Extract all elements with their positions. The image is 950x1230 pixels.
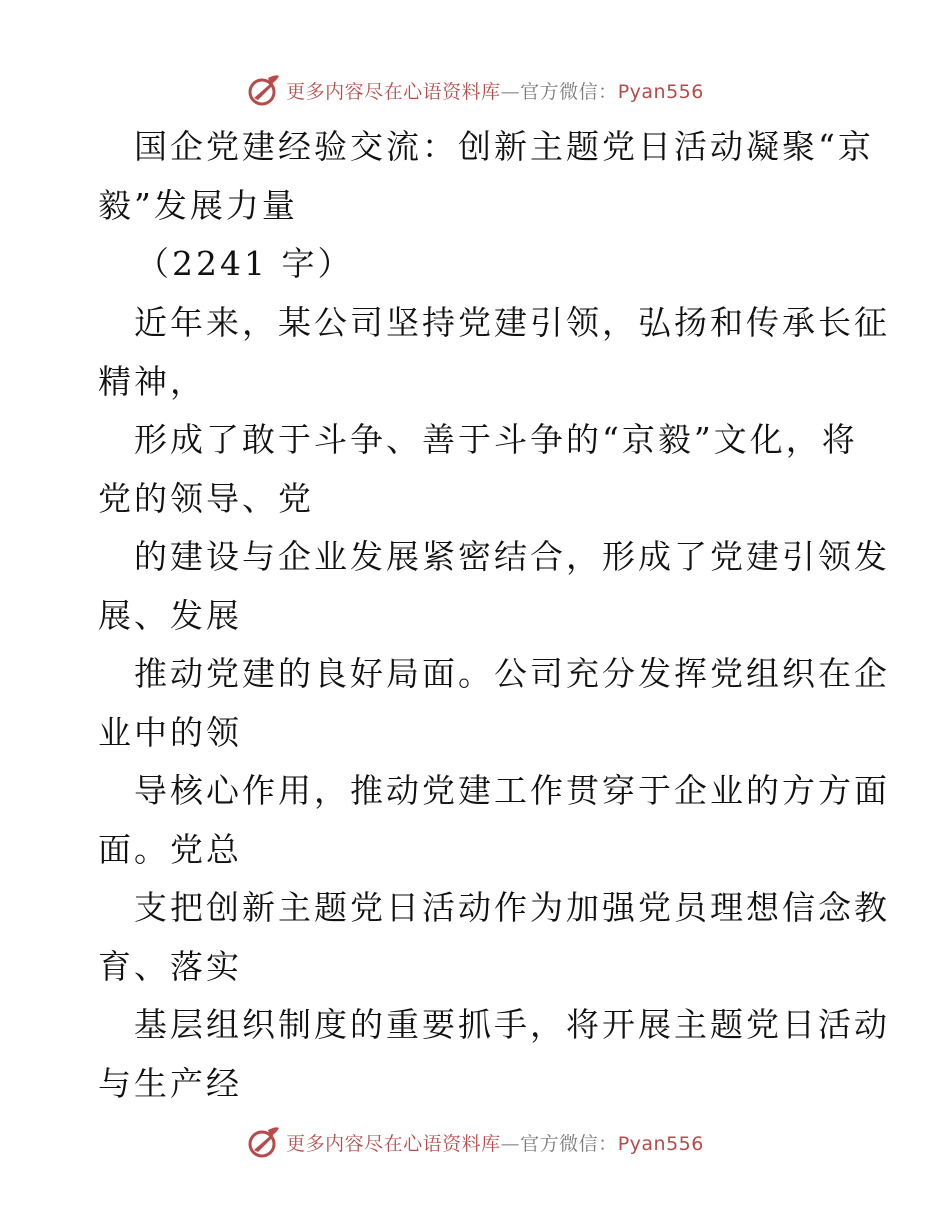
body-line: 基层组织制度的重要抓手，将开展主题党日活动: [134, 1005, 890, 1044]
body-line: 的建设与企业发展紧密结合，形成了党建引领发: [134, 537, 890, 576]
watermark-wechat-label: 官方微信：: [520, 80, 618, 103]
watermark-dash: —: [500, 80, 521, 103]
word-count-text: （2241 字）: [136, 244, 354, 283]
quill-logo-icon: [246, 1124, 282, 1160]
watermark-site-text: 更多内容尽在心语资料库: [286, 80, 501, 103]
watermark-wechat-id: Pyan556: [617, 80, 704, 103]
word-count: [98, 235, 858, 294]
body-line: 支把创新主题党日活动作为加强党员理想信念教: [134, 888, 890, 927]
body-line: 推动党建的良好局面。公司充分发挥党组织在企: [134, 654, 890, 693]
body-line: 展、发展: [98, 595, 242, 635]
body-line: 精神，: [98, 361, 206, 401]
body-line: 面。党总: [98, 829, 242, 869]
header-watermark: [0, 70, 950, 110]
body-line: 党的领导、党: [98, 478, 314, 518]
body-text: [98, 294, 890, 1113]
watermark-site-text: 更多内容尽在心语资料库: [286, 1132, 501, 1155]
title-line: 国企党建经验交流：创新主题党日活动凝聚“京: [134, 127, 874, 166]
quill-logo-icon: [246, 72, 282, 108]
body-line: 业中的领: [98, 712, 242, 752]
watermark-wechat-label: 官方微信：: [520, 1132, 618, 1155]
title-line: 毅”发展力量: [98, 185, 298, 225]
body-line: 导核心作用，推动党建工作贯穿于企业的方方面: [134, 771, 890, 810]
body-line: 近年来，某公司坚持党建引领，弘扬和传承长征: [134, 303, 890, 342]
footer-watermark: [0, 1122, 950, 1162]
document-title: [98, 118, 874, 235]
watermark-wechat-id: Pyan556: [617, 1132, 704, 1155]
body-line: 育、落实: [98, 946, 242, 986]
body-line: 形成了敢于斗争、善于斗争的“京毅”文化，将: [134, 420, 858, 459]
body-line: 与生产经: [98, 1063, 242, 1103]
watermark-dash: —: [500, 1132, 521, 1155]
